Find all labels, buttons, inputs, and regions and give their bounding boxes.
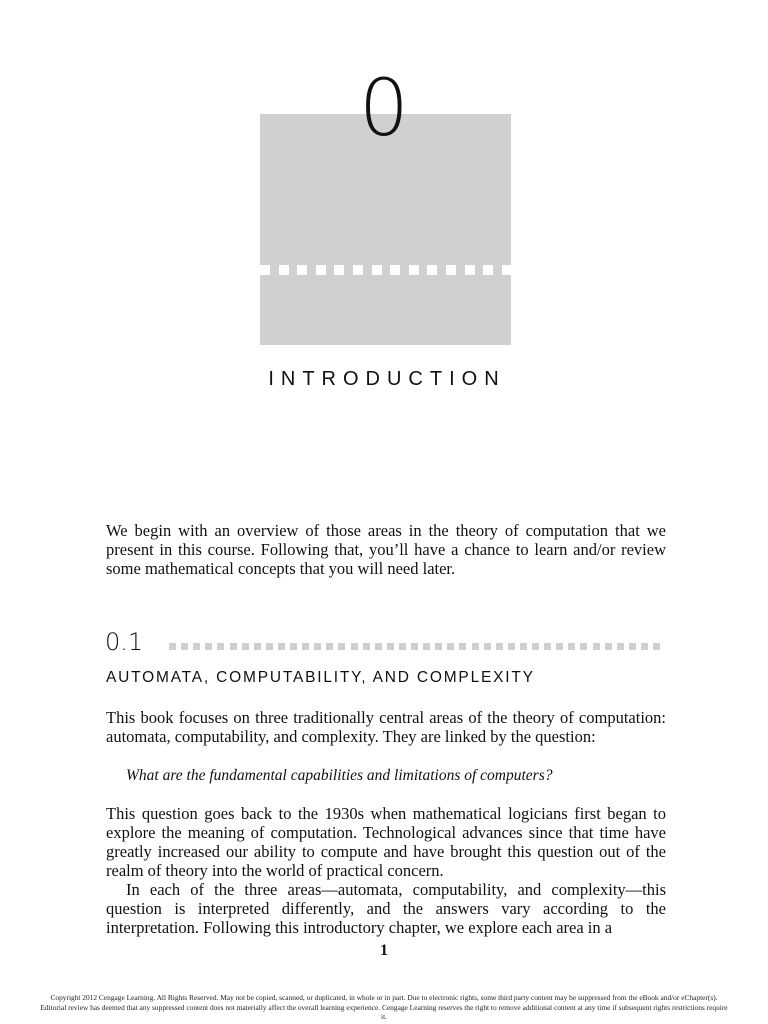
divider-dot xyxy=(593,643,600,650)
divider-dot xyxy=(484,643,491,650)
section-body xyxy=(106,804,666,937)
divider-dot xyxy=(387,643,394,650)
section-paragraph-2: This question goes back to the 1930s when mathematical logicians first began to explore the meaning of computation. Technological advances since that time have greatly increased our ability to compute and have brought this question out of the realm of theory into the world of practical concern. xyxy=(106,804,666,880)
divider-dot xyxy=(556,643,563,650)
divider-dot xyxy=(496,643,503,650)
divider-dot xyxy=(363,643,370,650)
divider-dot xyxy=(205,643,212,650)
divider-dot xyxy=(446,265,456,275)
divider-dot xyxy=(266,643,273,650)
divider-dot xyxy=(483,265,493,275)
intro-paragraph: We begin with an overview of those areas in the theory of computation that we present in this course. Following that, you’ll have a chance to learn and/or review some mathematical concepts that you will need later. xyxy=(106,521,666,578)
divider-dot xyxy=(314,643,321,650)
section-title: AUTOMATA, COMPUTABILITY, AND COMPLEXITY xyxy=(106,669,535,686)
divider-dot xyxy=(351,643,358,650)
divider-dot xyxy=(297,265,307,275)
divider-dot xyxy=(326,643,333,650)
chapter-number: 0 xyxy=(359,64,409,154)
divider-dot xyxy=(459,643,466,650)
section-paragraph-1: This book focuses on three traditionally central areas of the theory of computation: automata, computability, and complexity. They are linked by the question: xyxy=(106,708,666,746)
divider-dot xyxy=(353,265,363,275)
divider-dot xyxy=(580,643,587,650)
divider-dot xyxy=(508,643,515,650)
divider-dot xyxy=(193,643,200,650)
divider-dot xyxy=(230,643,237,650)
divider-dot xyxy=(427,265,437,275)
divider-dot xyxy=(316,265,326,275)
divider-dot xyxy=(605,643,612,650)
divider-dot xyxy=(653,643,660,650)
page-number: 1 xyxy=(380,942,388,959)
copyright-notice: Copyright 2012 Cengage Learning. All Rights Reserved. May not be copied, scanned, or duplicated, in whole or in part. Due to electronic rights, some third party content may be suppressed from the eBook and/or eChapter(s). Editorial review has deemed that any suppressed content does not materially affect the overall learning experience. Cengage Learning reserves the right to remove additional content at any time if subsequent rights restrictions require it. xyxy=(40,993,728,1021)
divider-dot xyxy=(260,265,270,275)
divider-dot xyxy=(334,265,344,275)
chapter-title: INTRODUCTION xyxy=(268,368,506,390)
divider-dot xyxy=(399,643,406,650)
divider-dot xyxy=(169,643,176,650)
divider-dot xyxy=(435,643,442,650)
central-question: What are the fundamental capabilities and limitations of computers? xyxy=(126,767,553,784)
divider-dot xyxy=(254,643,261,650)
divider-dot xyxy=(568,643,575,650)
divider-dot xyxy=(302,643,309,650)
divider-dot xyxy=(217,643,224,650)
divider-dot xyxy=(372,265,382,275)
divider-dot xyxy=(532,643,539,650)
section-dotted-divider xyxy=(169,643,661,651)
divider-dot xyxy=(375,643,382,650)
divider-dot xyxy=(617,643,624,650)
divider-dot xyxy=(409,265,419,275)
section-number: 0.1 xyxy=(105,628,144,656)
section-paragraph-3: In each of the three areas—automata, computability, and complexity—this question is interpreted differently, and the answers vary according to the interpretation. Following this introductory chapter, we explore each area in a xyxy=(106,880,666,937)
divider-dot xyxy=(279,265,289,275)
divider-dot xyxy=(423,643,430,650)
divider-dot xyxy=(181,643,188,650)
divider-dot xyxy=(390,265,400,275)
divider-dot xyxy=(242,643,249,650)
divider-dot xyxy=(472,643,479,650)
divider-dot xyxy=(641,643,648,650)
divider-dot xyxy=(629,643,636,650)
chapter-dotted-divider xyxy=(260,265,511,275)
divider-dot xyxy=(290,643,297,650)
divider-dot xyxy=(502,265,512,275)
divider-dot xyxy=(465,265,475,275)
divider-dot xyxy=(338,643,345,650)
divider-dot xyxy=(278,643,285,650)
divider-dot xyxy=(411,643,418,650)
divider-dot xyxy=(520,643,527,650)
divider-dot xyxy=(447,643,454,650)
divider-dot xyxy=(544,643,551,650)
